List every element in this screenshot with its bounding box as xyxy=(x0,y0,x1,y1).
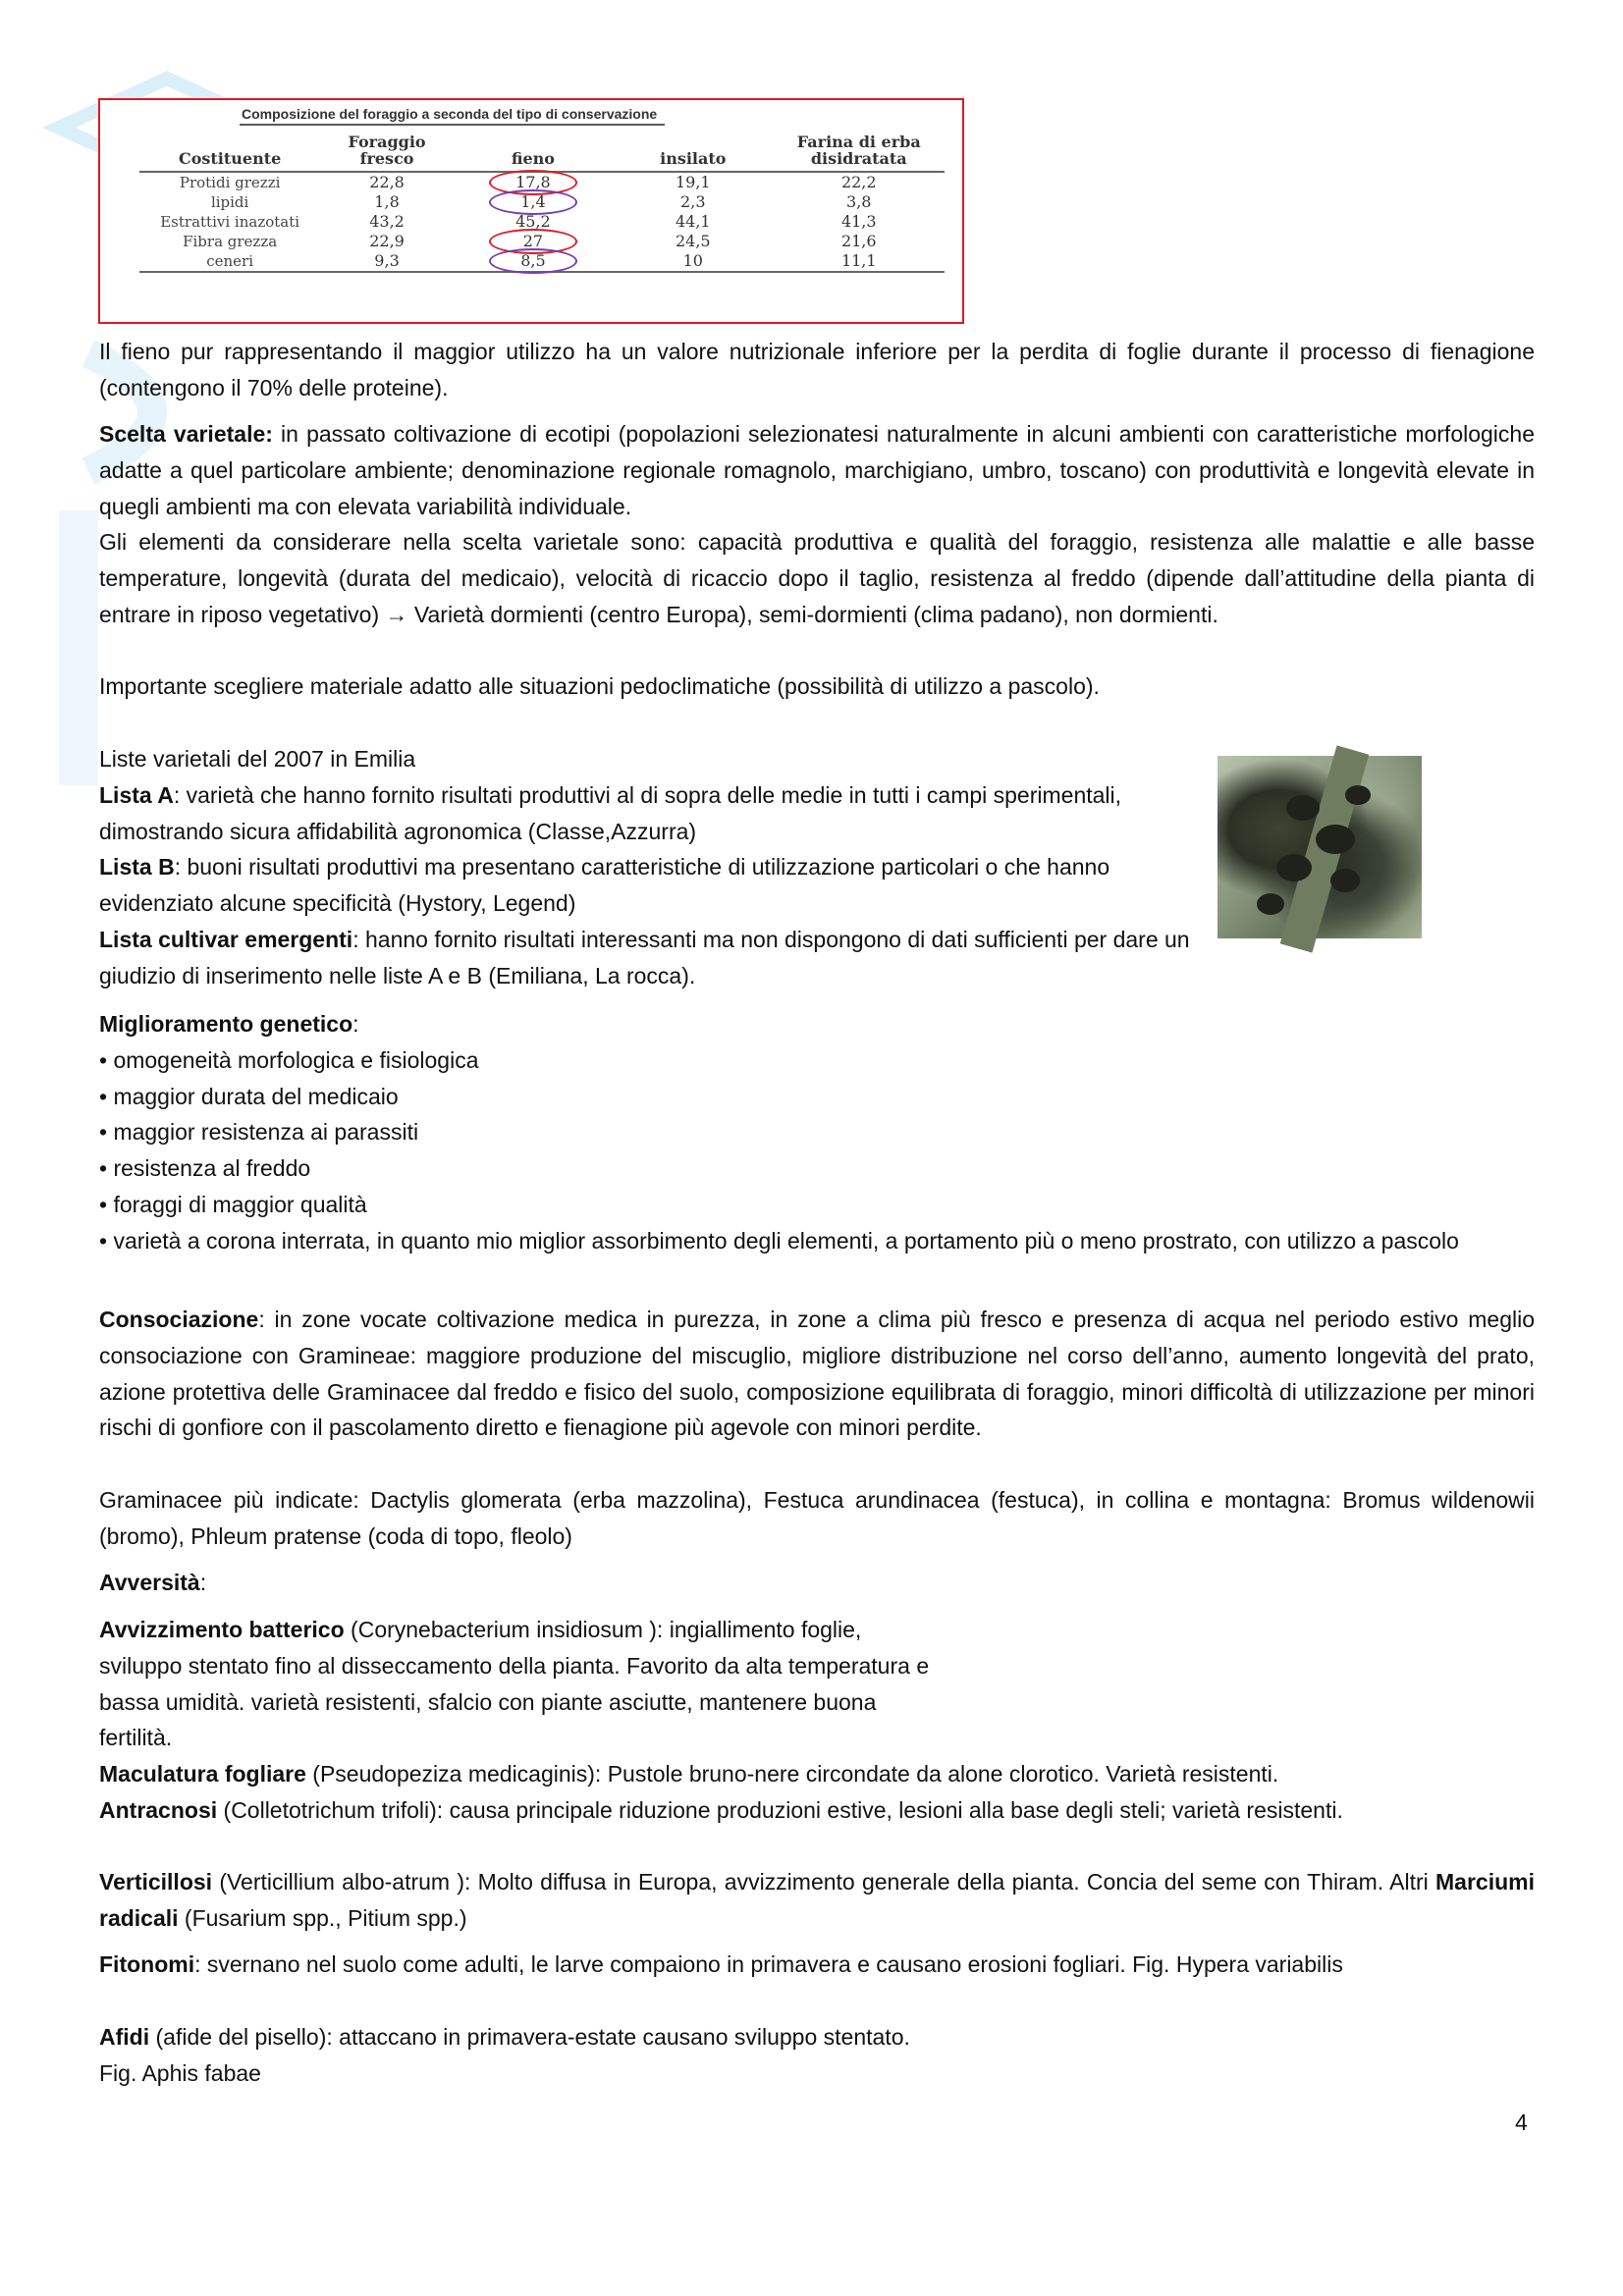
cell-value: 22,8 xyxy=(369,173,405,191)
aphid xyxy=(1330,869,1360,892)
row-label: ceneri xyxy=(139,251,320,272)
table-caption: Composizione del foraggio a seconda del tipo di conservazione xyxy=(240,106,665,126)
cell-value-circled: 27 xyxy=(522,232,544,250)
scelta-label: Scelta varietale: xyxy=(99,421,273,447)
list-item: • maggior resistenza ai parassiti xyxy=(99,1119,419,1146)
antracnosi-label: Antracnosi xyxy=(99,1797,218,1823)
paragraph-graminacee: Graminacee più indicate: Dactylis glomerata (erba mazzolina), Festuca arundinacea (festuca), in collina e montagna: Bromus wildenowii (bromo), Phleum pratense (coda di topo, fleolo) xyxy=(99,1487,1535,1549)
cell-value: 45,2 xyxy=(515,212,551,231)
aphid-photo xyxy=(1217,756,1422,938)
list-item: • varietà a corona interrata, in quanto mio miglior assorbimento degli elementi, a portamento più o meno prostrato, con utilizzo a pascolo xyxy=(99,1227,1459,1254)
cell-value-circled: 17,8 xyxy=(515,173,551,191)
scelta-text: in passato coltivazione di ecotipi (popolazioni selezionatesi naturalmente in alcuni ambienti con caratteristiche morfologiche adatte a quel particolare ambiente; denominazione regionale romagnolo, marchigiano, umbro, toscano) con produttività e longevità elevate in quegli ambienti ma con elevata variabilità individuale. xyxy=(99,421,1535,519)
cell-value: 19,1 xyxy=(675,173,711,191)
aphid xyxy=(1345,785,1371,805)
cell-value: 24,5 xyxy=(675,232,711,250)
aphid xyxy=(1257,893,1284,915)
avversita-heading xyxy=(99,1565,1535,1601)
aphid xyxy=(1286,795,1320,821)
lista-b-label: Lista B xyxy=(99,854,175,881)
table-row xyxy=(139,192,945,212)
fitonomi-text: : svernano nel suolo come adulti, le larve compaiono in primavera e causano erosioni fogliari. Fig. Hypera variabilis xyxy=(194,1951,1343,1977)
fig-aphis-caption: Fig. Aphis fabae xyxy=(99,2059,261,2086)
avvizzimento-line: fertilità. xyxy=(99,1725,173,1751)
marciumi-text: (Fusarium spp., Pitium spp.) xyxy=(178,1904,467,1931)
row-label: Fibra grezza xyxy=(183,232,278,250)
row-label: Estrattivi inazotati xyxy=(160,212,300,231)
row-label: lipidi xyxy=(210,192,249,211)
avversita-colon: : xyxy=(199,1570,207,1595)
consociazione-label: Consociazione xyxy=(99,1307,259,1332)
verticillosi-label: Verticillosi xyxy=(99,1869,213,1895)
cell-value: 41,3 xyxy=(840,212,877,231)
cell-value: 3,8 xyxy=(846,192,872,211)
lista-emergenti-text: : hanno fornito risultati interessanti ma non dispongono di dati sufficienti per dare un giudizio di inserimento nelle liste A e B (Emiliana, La rocca). xyxy=(99,926,1190,988)
miglioramento-colon: : xyxy=(352,1011,359,1037)
avvizzimento-line: bassa umidità. varietà resistenti, sfalcio con piante asciutte, mantenere buona xyxy=(99,1688,877,1715)
liste-title: Liste varietali del 2007 in Emilia xyxy=(99,746,416,772)
header-fieno: fieno xyxy=(454,133,613,172)
lista-b-text: : buoni risultati produttivi ma presentano caratteristiche di utilizzazione particolari o che hanno evidenziato alcune specificità (Hystory, Legend) xyxy=(99,854,1110,917)
lista-emergenti xyxy=(99,922,1199,994)
afidi-text: (afide del pisello): attaccano in primavera-estate causano sviluppo stentato. xyxy=(149,2024,910,2050)
table-row xyxy=(139,251,945,272)
list-item: • omogeneità morfologica e fisiologica xyxy=(99,1046,479,1073)
paragraph-avvizzimento xyxy=(99,1612,1140,1756)
aphid xyxy=(1316,825,1355,854)
table-header-row xyxy=(139,133,945,172)
cell-value: 22,9 xyxy=(369,232,405,250)
marciumi-label: Marciumi radicali xyxy=(99,1869,1535,1931)
cell-value: 44,1 xyxy=(675,212,711,231)
maculatura-label: Maculatura fogliare xyxy=(99,1761,306,1787)
paragraph-fitonomi xyxy=(99,1947,1535,1983)
header-farina: Farina di erba disidratata xyxy=(774,133,946,172)
lista-emergenti-label: Lista cultivar emergenti xyxy=(99,926,353,952)
miglioramento-block xyxy=(99,1006,1535,1259)
avversita-label: Avversità xyxy=(99,1570,200,1595)
paragraph-maculatura xyxy=(99,1756,1535,1792)
cell-value: 9,3 xyxy=(320,251,453,272)
header-insilato: insilato xyxy=(613,133,773,172)
cell-value-circled: 8,5 xyxy=(520,251,546,270)
cell-value: 2,3 xyxy=(680,192,706,211)
lista-a-label: Lista A xyxy=(99,781,174,808)
paragraph-elementi: Gli elementi da considerare nella scelta varietale sono: capacità produttiva e qualità del foraggio, resistenza alle malattie e alle basse temperature, longevità (durata del medicaio), velocità di ricaccio dopo il taglio, resistenza al freddo (dipende dall’attitudine della pianta di entrare in riposo vegetativo) → Varietà dormienti (centro Europa), semi-dormienti (clima padano), non dormienti. xyxy=(99,529,1535,627)
avvizzimento-text: (Corynebacterium insidiosum ): ingiallimento foglie, xyxy=(344,1617,862,1642)
afidi-line xyxy=(99,2019,1535,2056)
paragraph-antracnosi xyxy=(99,1792,1535,1829)
paragraph-scelta-varietale xyxy=(99,416,1535,524)
list-item: • maggior durata del medicaio xyxy=(99,1083,399,1109)
page-number: 4 xyxy=(1515,2109,1528,2135)
afidi-label: Afidi xyxy=(99,2024,150,2050)
verticillosi-text: (Verticillium albo-atrum ): Molto diffusa in Europa, avvizzimento generale della pianta. Concia del seme con Thiram. Altri xyxy=(212,1869,1436,1895)
paragraph-afidi xyxy=(99,2019,1535,2092)
maculatura-text: (Pseudopeziza medicaginis): Pustole bruno-nere circondate da alone clorotico. Varietà resistenti. xyxy=(305,1761,1279,1787)
lista-a-text: : varietà che hanno fornito risultati produttivi al di sopra delle medie in tutti i campi sperimentali, dimostrando sicura affidabilità agronomica (Classe,Azzurra) xyxy=(99,781,1122,844)
forage-composition-table-figure xyxy=(98,98,964,324)
lista-b xyxy=(99,849,1199,922)
lista-a xyxy=(99,777,1199,850)
fitonomi-label: Fitonomi xyxy=(99,1951,195,1977)
row-label: Protidi grezzi xyxy=(179,173,281,191)
liste-varietali-block xyxy=(99,741,1199,994)
paragraph-consociazione xyxy=(99,1302,1535,1446)
list-item: • resistenza al freddo xyxy=(99,1155,311,1182)
antracnosi-text: (Colletotrichum trifoli): causa principale riduzione produzioni estive, lesioni alla base degli steli; varietà resistenti. xyxy=(217,1797,1343,1823)
cell-value: 1,8 xyxy=(374,192,400,211)
avvizzimento-label: Avvizzimento batterico xyxy=(99,1617,345,1642)
consociazione-text: : in zone vocate coltivazione medica in purezza, in zone a clima più fresco e presenza di acqua nel periodo estivo meglio consociazione con Gramineae: maggiore produzione del miscuglio, migliore distribuzione nel corso dell’anno, aumento longevità del prato, azione protettiva delle Graminacee dal freddo e fisico del suolo, composizione equilibrata di foraggio, minori difficoltà di utilizzazione per minori rischi di gonfiore con il pascolamento diretto e fienagione più agevole con minori perdite. xyxy=(99,1307,1535,1441)
header-costituente: Costituente xyxy=(139,133,320,172)
miglioramento-heading xyxy=(99,1006,1535,1042)
header-foraggio-fresco: Foraggio fresco xyxy=(320,133,453,172)
avvizzimento-line: sviluppo stentato fino al disseccamento della pianta. Favorito da alta temperatura e xyxy=(99,1652,930,1679)
cell-value: 22,2 xyxy=(840,173,877,191)
forage-composition-table xyxy=(139,133,945,273)
cell-value: 10 xyxy=(613,251,773,272)
cell-value: 21,6 xyxy=(840,232,877,250)
aphid xyxy=(1276,854,1312,881)
cell-value: 43,2 xyxy=(369,212,405,231)
paragraph-importante: Importante scegliere materiale adatto alle situazioni pedoclimatiche (possibilità di utilizzo a pascolo). xyxy=(99,673,1100,699)
paragraph-fieno: Il fieno pur rappresentando il maggior utilizzo ha un valore nutrizionale inferiore per la perdita di foglie durante il processo di fienagione (contengono il 70% delle proteine). xyxy=(99,339,1535,400)
paragraph-verticillosi xyxy=(99,1864,1535,1937)
avvizzimento-line xyxy=(99,1612,1140,1648)
list-item: • foraggi di maggior qualità xyxy=(99,1191,367,1217)
cell-value: 11,1 xyxy=(774,251,946,272)
cell-value-circled: 1,4 xyxy=(520,192,546,211)
miglioramento-label: Miglioramento genetico xyxy=(99,1011,353,1037)
